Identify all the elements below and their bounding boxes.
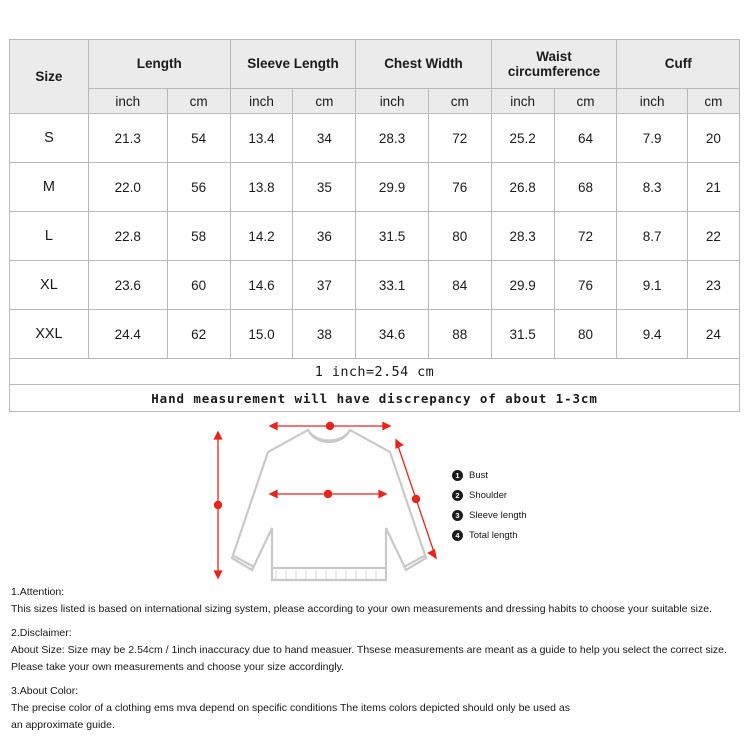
legend-item-bust bbox=[452, 470, 602, 481]
cell-value: 38 bbox=[293, 310, 356, 359]
cell-size: XL bbox=[10, 261, 89, 310]
cell-value: 54 bbox=[167, 114, 230, 163]
table-row bbox=[10, 114, 740, 163]
cell-size: S bbox=[10, 114, 89, 163]
cell-value: 68 bbox=[554, 163, 617, 212]
note-text-disclaimer-1: About Size: Size may be 2.54cm / 1inch inaccuracy due to hand measuer. Thsese measurements are meant as a guide to help you select the correct size. bbox=[11, 644, 727, 656]
table-row bbox=[10, 212, 740, 261]
cell-size: XXL bbox=[10, 310, 89, 359]
cell-size: M bbox=[10, 163, 89, 212]
unit-waist-cm: cm bbox=[554, 89, 617, 114]
unit-chest-inch: inch bbox=[356, 89, 428, 114]
cell-value: 37 bbox=[293, 261, 356, 310]
cuff-texture-icon bbox=[276, 570, 376, 579]
cell-value: 23 bbox=[687, 261, 739, 310]
cell-value: 7.9 bbox=[617, 114, 687, 163]
unit-chest-cm: cm bbox=[428, 89, 491, 114]
legend-item-shoulder bbox=[452, 490, 602, 501]
cell-value: 20 bbox=[687, 114, 739, 163]
cell-value: 31.5 bbox=[356, 212, 428, 261]
table-note-discrepancy-row bbox=[10, 385, 740, 412]
table-row bbox=[10, 261, 740, 310]
note-text-disclaimer-2: Please take your own measurements and choose your size accordingly. bbox=[11, 661, 345, 673]
cell-value: 8.3 bbox=[617, 163, 687, 212]
note-block-attention bbox=[11, 584, 741, 618]
unit-waist-inch: inch bbox=[491, 89, 554, 114]
cell-value: 64 bbox=[554, 114, 617, 163]
header-size: Size bbox=[10, 40, 89, 114]
table-header-groups bbox=[10, 40, 740, 89]
cell-value: 9.1 bbox=[617, 261, 687, 310]
size-table-container bbox=[9, 39, 740, 412]
cell-value: 14.2 bbox=[230, 212, 293, 261]
legend-bullet-4-icon: 4 bbox=[452, 530, 463, 541]
garment-outline-icon bbox=[232, 430, 426, 580]
note-text-attention-1: This sizes listed is based on international sizing system, please according to your own measurements and dressing habits to choose your suitable size. bbox=[11, 603, 712, 615]
cell-value: 31.5 bbox=[491, 310, 554, 359]
cell-value: 23.6 bbox=[88, 261, 167, 310]
cell-value: 35 bbox=[293, 163, 356, 212]
note-heading-attention: 1.Attention: bbox=[11, 586, 65, 598]
cell-value: 56 bbox=[167, 163, 230, 212]
cell-value: 25.2 bbox=[491, 114, 554, 163]
cell-value: 84 bbox=[428, 261, 491, 310]
header-waist-circumference: Waist circumference bbox=[491, 40, 617, 89]
cell-value: 80 bbox=[428, 212, 491, 261]
footer-notes bbox=[11, 584, 741, 741]
cell-value: 9.4 bbox=[617, 310, 687, 359]
note-block-disclaimer bbox=[11, 625, 741, 676]
cell-value: 76 bbox=[554, 261, 617, 310]
cell-value: 28.3 bbox=[356, 114, 428, 163]
cell-value: 8.7 bbox=[617, 212, 687, 261]
legend-label-total-length: Total length bbox=[469, 529, 518, 541]
size-table bbox=[9, 39, 740, 412]
legend-item-sleeve-length bbox=[452, 510, 602, 521]
header-cuff: Cuff bbox=[617, 40, 740, 89]
cell-value: 13.4 bbox=[230, 114, 293, 163]
legend-item-total-length bbox=[452, 530, 602, 541]
legend-label-bust: Bust bbox=[469, 469, 489, 481]
cell-size: L bbox=[10, 212, 89, 261]
cell-value: 60 bbox=[167, 261, 230, 310]
table-unit-row bbox=[10, 89, 740, 114]
note-heading-about-color: 3.About Color: bbox=[11, 685, 79, 697]
note-discrepancy: Hand measurement will have discrepancy of about 1-3cm bbox=[10, 385, 740, 412]
cell-value: 88 bbox=[428, 310, 491, 359]
unit-cuff-inch: inch bbox=[617, 89, 687, 114]
unit-sleeve-inch: inch bbox=[230, 89, 293, 114]
unit-cuff-cm: cm bbox=[687, 89, 739, 114]
cell-value: 33.1 bbox=[356, 261, 428, 310]
note-text-about-color-1: The precise color of a clothing ems mva depend on specific conditions The items colors depicted should only be used as bbox=[11, 702, 570, 714]
cell-value: 29.9 bbox=[491, 261, 554, 310]
cell-value: 21 bbox=[687, 163, 739, 212]
cell-value: 28.3 bbox=[491, 212, 554, 261]
cell-value: 22.8 bbox=[88, 212, 167, 261]
cell-value: 14.6 bbox=[230, 261, 293, 310]
measurement-arrows-icon bbox=[214, 422, 436, 578]
table-row bbox=[10, 163, 740, 212]
legend-bullet-1-icon: 1 bbox=[452, 470, 463, 481]
cell-value: 24 bbox=[687, 310, 739, 359]
cell-value: 26.8 bbox=[491, 163, 554, 212]
cell-value: 34 bbox=[293, 114, 356, 163]
cell-value: 22 bbox=[687, 212, 739, 261]
header-chest-width: Chest Width bbox=[356, 40, 491, 89]
cell-value: 34.6 bbox=[356, 310, 428, 359]
note-block-about-color bbox=[11, 683, 741, 734]
note-heading-disclaimer: 2.Disclaimer: bbox=[11, 627, 72, 639]
cell-value: 15.0 bbox=[230, 310, 293, 359]
cell-value: 22.0 bbox=[88, 163, 167, 212]
cell-value: 24.4 bbox=[88, 310, 167, 359]
cell-value: 13.8 bbox=[230, 163, 293, 212]
legend-label-sleeve-length: Sleeve length bbox=[469, 509, 527, 521]
header-length: Length bbox=[88, 40, 230, 89]
unit-length-inch: inch bbox=[88, 89, 167, 114]
cell-value: 36 bbox=[293, 212, 356, 261]
legend-bullet-3-icon: 3 bbox=[452, 510, 463, 521]
header-sleeve-length: Sleeve Length bbox=[230, 40, 356, 89]
note-conversion: 1 inch=2.54 cm bbox=[10, 359, 740, 385]
cell-value: 72 bbox=[428, 114, 491, 163]
cell-value: 21.3 bbox=[88, 114, 167, 163]
cell-value: 62 bbox=[167, 310, 230, 359]
diagram-legend bbox=[452, 470, 602, 550]
cell-value: 29.9 bbox=[356, 163, 428, 212]
note-text-about-color-2: an approximate guide. bbox=[11, 719, 115, 731]
cell-value: 76 bbox=[428, 163, 491, 212]
cell-value: 72 bbox=[554, 212, 617, 261]
unit-length-cm: cm bbox=[167, 89, 230, 114]
unit-sleeve-cm: cm bbox=[293, 89, 356, 114]
table-row bbox=[10, 310, 740, 359]
table-note-conversion-row bbox=[10, 359, 740, 385]
cell-value: 58 bbox=[167, 212, 230, 261]
legend-label-shoulder: Shoulder bbox=[469, 489, 508, 501]
cell-value: 80 bbox=[554, 310, 617, 359]
legend-bullet-2-icon: 2 bbox=[452, 490, 463, 501]
